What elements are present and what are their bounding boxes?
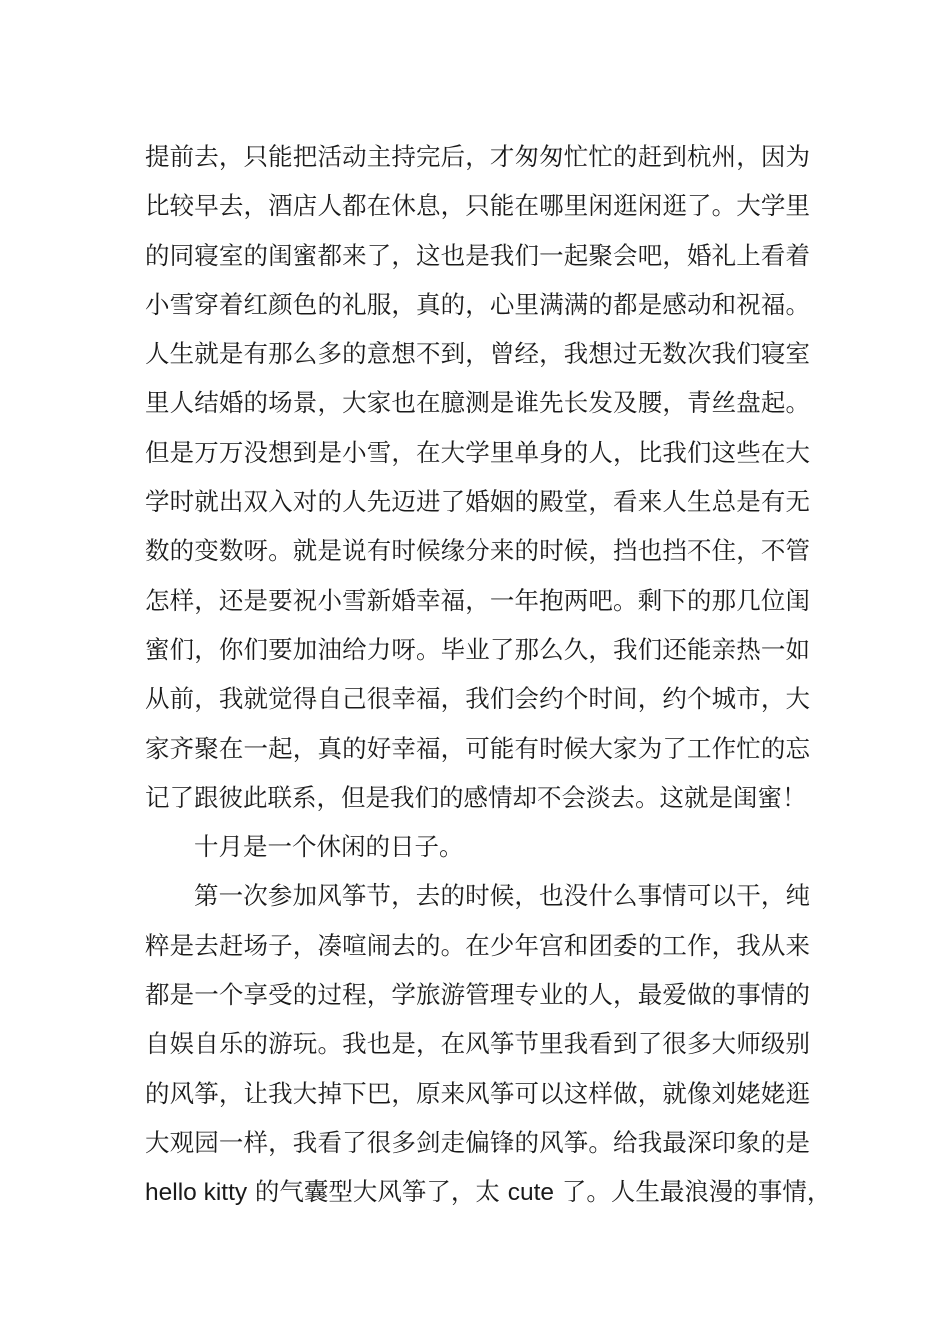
text-line: 但是万万没想到是小雪，在大学里单身的人，比我们这些在大 xyxy=(145,437,810,467)
text-line: 比较早去，酒店人都在休息，只能在哪里闲逛闲逛了。大学里 xyxy=(145,191,810,221)
text-line: 数的变数呀。就是说有时候缘分来的时候，挡也挡不住，不管 xyxy=(145,536,810,566)
text-line: 怎样，还是要祝小雪新婚幸福，一年抱两吧。剩下的那几位闺 xyxy=(145,585,810,615)
text-line: 蜜们，你们要加油给力呀。毕业了那么久，我们还能亲热一如 xyxy=(145,634,810,664)
text-line: 人生就是有那么多的意想不到，曾经，我想过无数次我们寝室 xyxy=(145,339,810,369)
text-line-mixed xyxy=(145,1167,832,1216)
paragraph-heading-line: 十月是一个休闲的日子。 xyxy=(194,832,464,862)
latin-text: cute xyxy=(507,1179,555,1207)
text-line: 粹是去赶场子，凑喧闹去的。在少年宫和团委的工作，我从来 xyxy=(145,930,810,960)
text-line: 的风筝，让我大掉下巴，原来风筝可以这样做，就像刘姥姥逛 xyxy=(145,1078,810,1108)
text-line: 家齐聚在一起，真的好幸福，可能有时候大家为了工作忙的忘 xyxy=(145,733,810,763)
text-line: 都是一个享受的过程，学旅游管理专业的人，最爱做的事情的 xyxy=(145,980,810,1010)
text-line: 自娱自乐的游玩。我也是，在风筝节里我看到了很多大师级别 xyxy=(145,1029,810,1059)
text-line: 大观园一样，我看了很多剑走偏锋的风筝。给我最深印象的是 xyxy=(145,1127,810,1157)
cjk-text: 的气囊型大风筝了，太 xyxy=(247,1177,508,1207)
text-line: 小雪穿着红颜色的礼服，真的，心里满满的都是感动和祝福。 xyxy=(145,289,810,319)
cjk-text: 了。人生最浪漫的事情， xyxy=(554,1177,832,1207)
text-line: 第一次参加风筝节，去的时候，也没什么事情可以干，纯 xyxy=(194,881,810,911)
latin-text: hello kitty xyxy=(145,1179,248,1207)
text-line: 学时就出双入对的人先迈进了婚姻的殿堂，看来人生总是有无 xyxy=(145,487,810,517)
body-text xyxy=(145,132,832,1217)
text-line: 记了跟彼此联系，但是我们的感情却不会淡去。这就是闺蜜！ xyxy=(145,782,807,812)
text-line: 里人结婚的场景，大家也在臆测是谁先长发及腰，青丝盘起。 xyxy=(145,388,810,418)
text-line: 从前，我就觉得自己很幸福，我们会约个时间，约个城市，大 xyxy=(145,684,810,714)
text-line: 的同寝室的闺蜜都来了，这也是我们一起聚会吧，婚礼上看着 xyxy=(145,240,810,270)
text-line: 提前去，只能把活动主持完后，才匆匆忙忙的赶到杭州，因为 xyxy=(145,142,810,171)
